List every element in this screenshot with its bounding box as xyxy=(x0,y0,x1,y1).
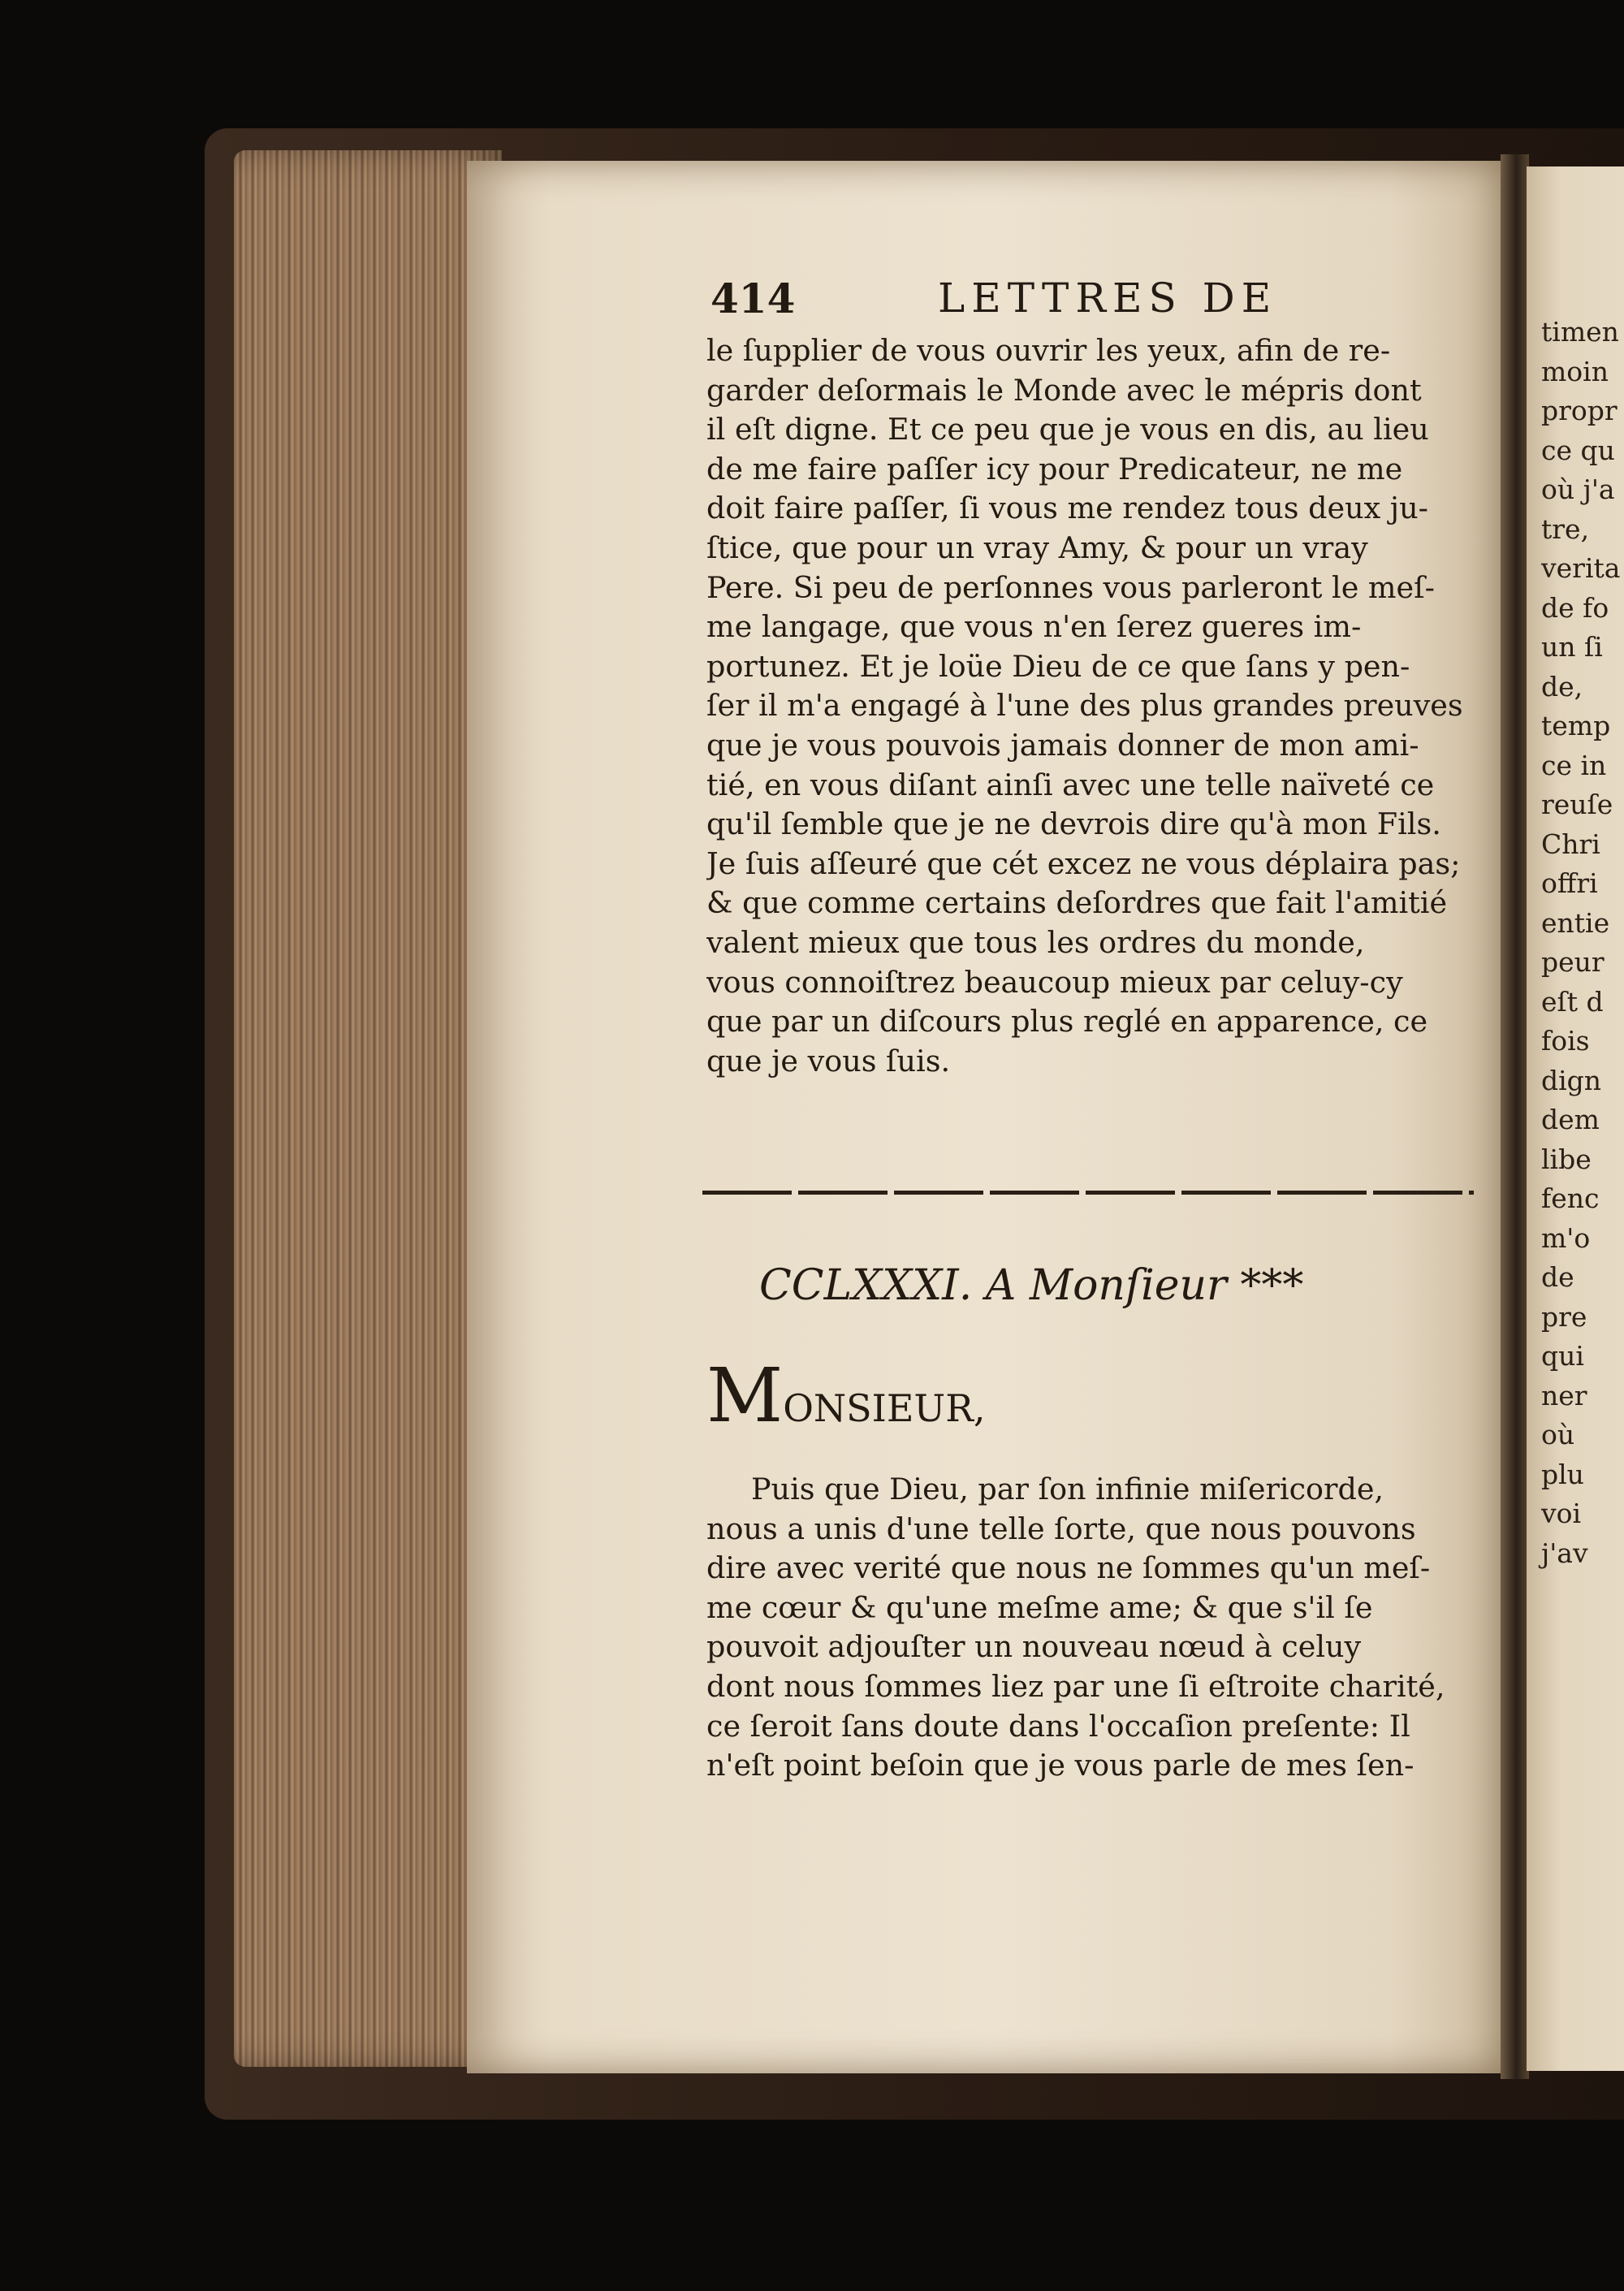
text-line: temp xyxy=(1541,710,1611,741)
text-line: fois xyxy=(1541,1025,1590,1057)
text-line: vous connoiſtrez beaucoup mieux par celuy-cy xyxy=(706,964,1403,1000)
text-line: eſt d xyxy=(1541,985,1604,1018)
salutation xyxy=(706,1352,986,1439)
text-line: voi xyxy=(1541,1498,1582,1529)
running-title: LETTRES DE xyxy=(938,274,1278,322)
text-line: & que comme certains deſordres que fait l'amitié xyxy=(706,885,1448,921)
salutation-text: ONSIEUR, xyxy=(783,1386,986,1430)
text-line: que je vous ſuis. xyxy=(706,1043,951,1078)
text-line: qu'il ſemble que je ne devrois dire qu'à mon Fils. xyxy=(706,806,1441,842)
text-line: Je ſuis aſſeuré que cét excez ne vous déplaira pas; xyxy=(706,845,1461,881)
text-line: verita xyxy=(1541,552,1621,584)
text-line: libe xyxy=(1541,1143,1592,1175)
text-line: dem xyxy=(1541,1104,1600,1135)
text-line: timen xyxy=(1541,316,1619,348)
book-gutter xyxy=(1501,154,1529,2079)
text-line: moin xyxy=(1541,355,1609,387)
facing-text xyxy=(1541,313,1620,1573)
page-edges xyxy=(234,150,502,2067)
text-line: Pere. Si peu de perſonnes vous parleront le meſ- xyxy=(706,569,1435,605)
text-line: ner xyxy=(1541,1379,1587,1411)
text-line: il eſt digne. Et ce peu que je vous en dis, au lieu xyxy=(706,412,1429,447)
text-line: ſer il m'a engagé à l'une des plus grandes preuves xyxy=(706,688,1463,724)
text-line: nous a unis d'une telle ſorte, que nous pouvons xyxy=(706,1511,1416,1546)
text-line: dire avec verité que nous ne ſommes qu'un meſ- xyxy=(706,1550,1431,1586)
text-line: me langage, que vous n'en ſerez gueres im- xyxy=(706,609,1362,645)
text-line: Puis que Dieu, par ſon infinie miſericorde, xyxy=(751,1472,1384,1506)
text-line: Chri xyxy=(1541,828,1600,860)
text-line: propr xyxy=(1541,395,1618,426)
text-line: ce ſeroit ſans doute dans l'occaſion preſente: Il xyxy=(706,1708,1410,1744)
text-line: j'av xyxy=(1541,1537,1588,1569)
text-line: pouvoit adjouſter un nouveau nœud à celuy xyxy=(706,1629,1362,1665)
text-line: valent mieux que tous les ordres du monde, xyxy=(706,924,1365,960)
facing-page xyxy=(1527,166,1624,2071)
left-page xyxy=(467,161,1514,2073)
text-line: que je vous pouvois jamais donner de mon ami- xyxy=(706,727,1419,763)
text-line: m'o xyxy=(1541,1221,1591,1254)
text-line: offri xyxy=(1541,867,1598,899)
drop-capital: M xyxy=(706,1352,784,1439)
text-line: me cœur & qu'une meſme ame; & que s'il ſe xyxy=(706,1589,1373,1625)
text-line: plu xyxy=(1541,1458,1584,1490)
text-line: tié, en vous diſant ainſi avec une telle naïveté ce xyxy=(706,767,1435,802)
text-line: doit faire paſſer, ſi vous me rendez tous deux ju- xyxy=(706,491,1428,526)
text-line: de fo xyxy=(1541,591,1609,624)
body-text xyxy=(706,331,1474,1081)
text-line: portunez. Et je loüe Dieu de ce que ſans y pen- xyxy=(706,648,1410,684)
text-line: tre, xyxy=(1541,512,1590,545)
page-number: 414 xyxy=(710,274,796,322)
letter-heading: CCLXXXI. A Monſieur *** xyxy=(759,1261,1304,1310)
text-line: de me faire paſſer icy pour Predicateur, ne me xyxy=(706,451,1403,486)
text-line: qui xyxy=(1541,1340,1584,1372)
text-line: un ſi xyxy=(1541,631,1603,663)
text-line: peur xyxy=(1541,946,1605,978)
text-line: que par un diſcours plus reglé en apparence, ce xyxy=(706,1004,1428,1040)
text-line: de, xyxy=(1541,670,1583,702)
text-line: dign xyxy=(1541,1064,1602,1096)
text-line: n'eſt point beſoin que je vous parle de mes ſen- xyxy=(706,1748,1415,1783)
text-line: de xyxy=(1541,1261,1574,1293)
text-line: le ſupplier de vous ouvrir les yeux, afin de re- xyxy=(706,333,1391,368)
letter-text xyxy=(706,1470,1474,1786)
text-line: dont nous ſommes liez par une ſi eſtroite charité, xyxy=(706,1668,1445,1704)
text-line: pre xyxy=(1541,1300,1587,1333)
text-line: où j'a xyxy=(1541,473,1615,505)
section-rule xyxy=(702,1191,1474,1195)
text-line: ſtice, que pour un vray Amy, & pour un vray xyxy=(706,530,1368,565)
text-line: reuſe xyxy=(1541,789,1613,820)
text-line: garder deſormais le Monde avec le mépris dont xyxy=(706,372,1422,408)
text-line: fenc xyxy=(1541,1182,1600,1214)
text-line: ce qu xyxy=(1541,434,1615,466)
running-head xyxy=(710,274,1425,331)
text-line: ce in xyxy=(1541,749,1607,781)
text-line: où xyxy=(1541,1419,1575,1450)
text-line: entie xyxy=(1541,906,1610,939)
